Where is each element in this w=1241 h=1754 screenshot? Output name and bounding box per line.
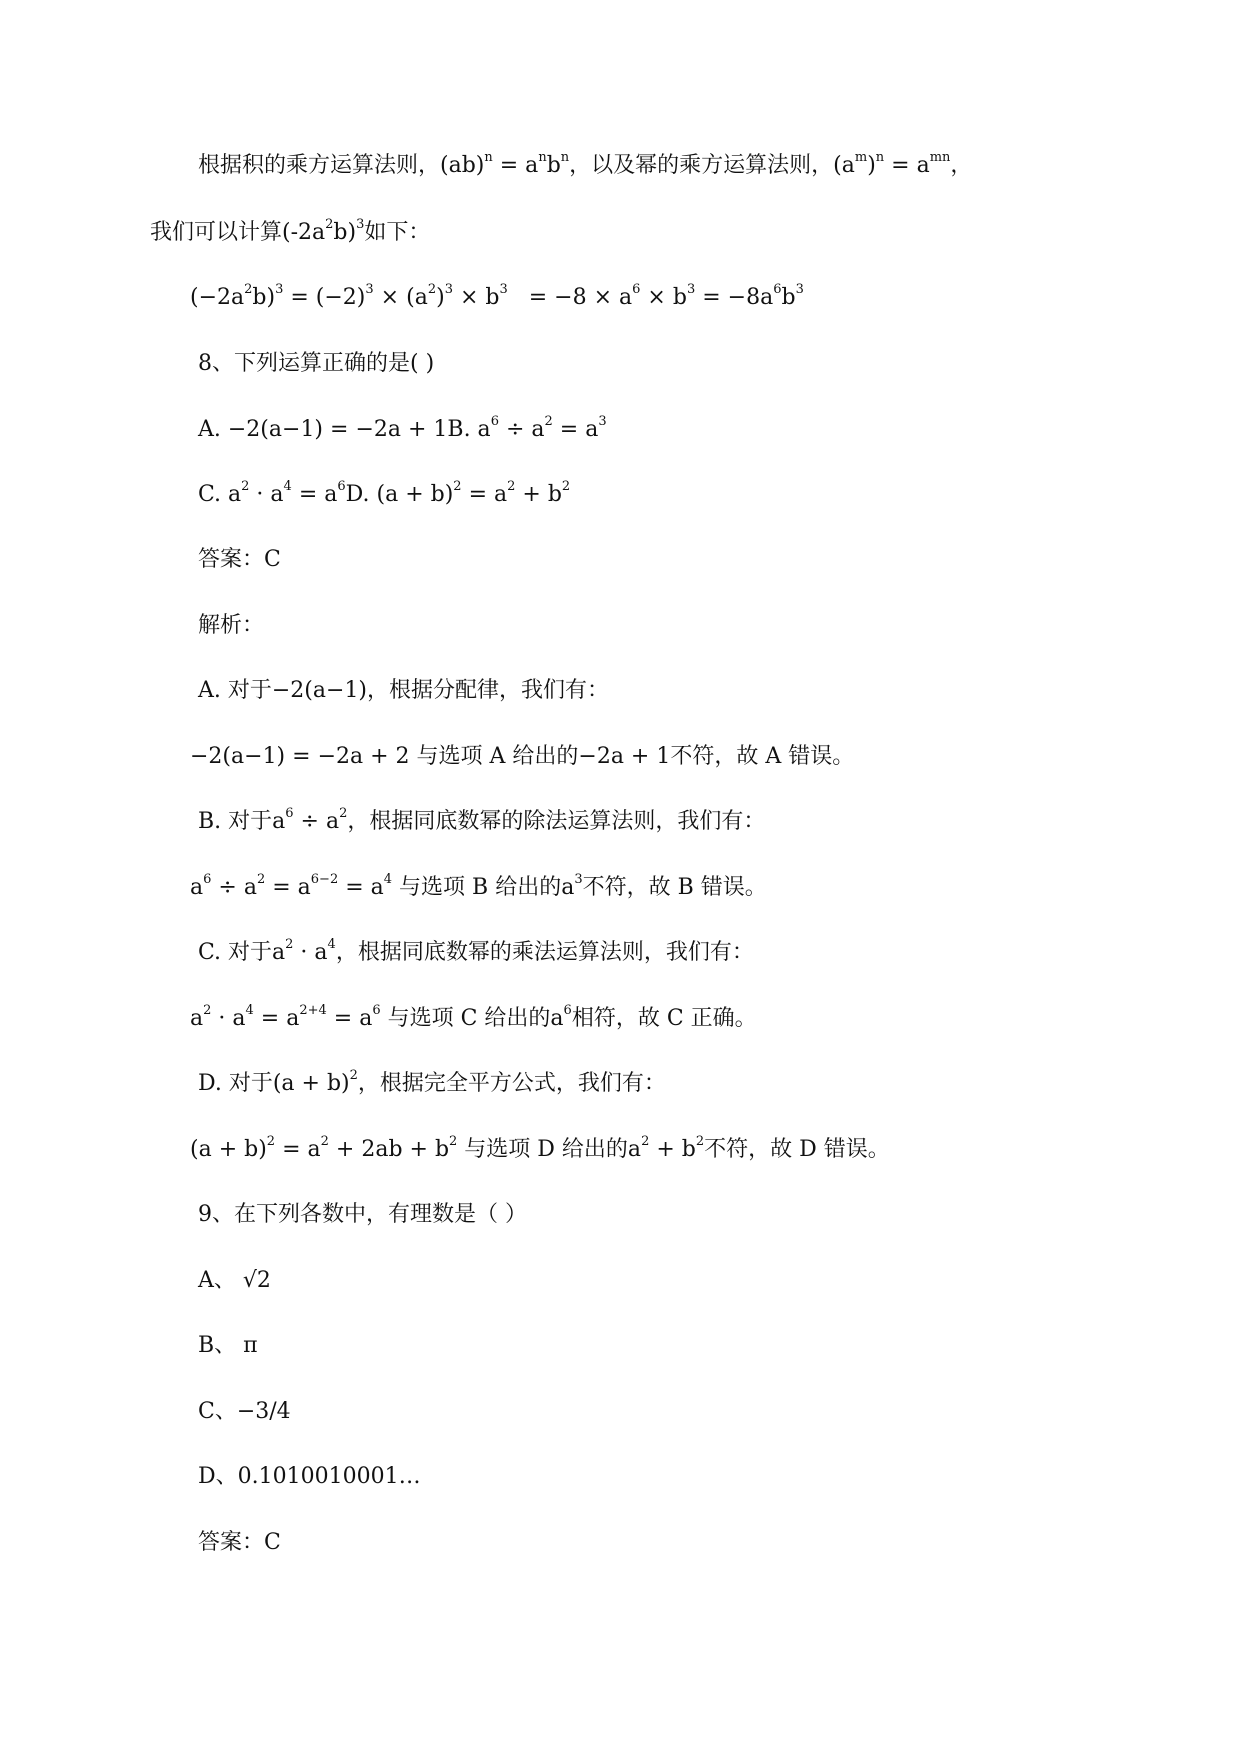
intro-text: ，以及幂的乘方运算法则， [569, 153, 834, 178]
exponent: 6 [203, 871, 212, 887]
analysis-a-calc: −2(a−1) = −2a + 2 与选项 A 给出的−2a + 1不符，故 A 错误。 [190, 744, 855, 769]
q8-analysis-title: 解析： [198, 613, 265, 638]
formula: (a [833, 153, 855, 178]
formula: ÷ a [498, 417, 545, 442]
analysis-text: 与选项 D 给出的a [457, 1137, 642, 1162]
exponent: 3 [356, 216, 365, 232]
exponent: 2 [641, 1133, 650, 1149]
exponent: 2+4 [299, 1002, 327, 1018]
q9-answer: 答案：C [198, 1530, 281, 1555]
formula: × b [640, 285, 687, 310]
formula: = a [253, 1006, 300, 1031]
formula: a [190, 875, 204, 900]
analysis-text: 不符，故 D 错误。 [704, 1137, 890, 1162]
exponent: 2 [203, 1002, 212, 1018]
formula: = a [552, 417, 599, 442]
exponent: 3 [365, 281, 374, 297]
formula: = −8a [695, 285, 774, 310]
q8-option-d: D. (a + b) [345, 482, 454, 507]
formula: b [546, 153, 561, 178]
q9-stem: 9、在下列各数中，有理数是（ ） [198, 1202, 527, 1227]
analysis-c-head [198, 937, 754, 969]
formula: · a [293, 940, 328, 965]
intro-text: 根据积的乘方运算法则， [198, 153, 441, 178]
formula: (ab) [440, 153, 485, 178]
formula: = a [338, 875, 384, 900]
analysis-d-head [198, 1068, 666, 1100]
analysis-text: 与选项 C 给出的a [380, 1006, 564, 1031]
exponent: 2 [695, 1133, 705, 1149]
formula: = (−2) [283, 285, 366, 310]
exponent: 2 [449, 1133, 458, 1149]
exponent: 2 [427, 281, 437, 297]
exponent: 4 [383, 871, 393, 887]
exponent: 2 [561, 478, 571, 494]
formula: = −8 × a [521, 285, 633, 310]
formula: a [190, 1006, 204, 1031]
q9-option-c: C、−3/4 [198, 1399, 291, 1424]
exponent: 2 [256, 871, 266, 887]
formula: = a [492, 153, 539, 178]
analysis-b-head [198, 806, 765, 838]
exponent: 3 [275, 281, 284, 297]
exponent: 4 [245, 1002, 254, 1018]
exponent: n [875, 149, 885, 165]
exponent: 3 [444, 281, 453, 297]
analysis-text: 相符，故 C 正确。 [571, 1006, 757, 1031]
q9-option-b: B、 π [198, 1333, 258, 1358]
intro-text: ， [950, 153, 973, 178]
exponent: 2 [244, 281, 253, 297]
q9-option-d: D、0.1010010001… [198, 1464, 421, 1489]
q9-option-a: A、 √2 [198, 1268, 271, 1293]
analysis-text: ，根据完全平方公式，我们有： [357, 1071, 666, 1096]
intro-text: 如下： [364, 220, 431, 245]
analysis-text: 不符，故 B 错误。 [582, 875, 767, 900]
analysis-text: ，根据同底数幂的除法运算法则，我们有： [347, 809, 766, 834]
exponent: mn [929, 149, 951, 165]
formula: ÷ a [211, 875, 257, 900]
formula: + b [515, 482, 562, 507]
exponent: n [484, 149, 493, 165]
formula: = a [275, 1137, 321, 1162]
analysis-c-calc [190, 1003, 757, 1035]
analysis-text: B. 对于a [198, 809, 286, 834]
exponent: 2 [507, 478, 516, 494]
exponent: 2 [320, 1133, 329, 1149]
exponent: 6 [337, 478, 346, 494]
exponent: 3 [598, 413, 607, 429]
q8-stem: 8、下列运算正确的是( ) [198, 351, 435, 376]
intro-text: b) [333, 220, 357, 245]
exponent: 4 [327, 936, 336, 952]
q8-options-cd [198, 479, 570, 511]
exponent: 2 [339, 805, 348, 821]
exponent: 6 [285, 805, 294, 821]
formula: × (a [373, 285, 428, 310]
q8-option-a: A. −2(a−1) = −2a + 1 [198, 417, 448, 442]
exponent: 2 [349, 1067, 358, 1083]
exponent: 6−2 [310, 871, 339, 887]
intro-line-1 [198, 150, 972, 182]
formula: ) [436, 285, 445, 310]
formula: = a [884, 153, 930, 178]
formula: = a [461, 482, 508, 507]
formula: + 2ab + b [328, 1137, 450, 1162]
analysis-d-calc [190, 1134, 890, 1166]
exponent: 2 [544, 413, 553, 429]
exponent: 6 [490, 413, 499, 429]
analysis-text: 与选项 B 给出的a [392, 875, 575, 900]
formula: (a + b) [190, 1137, 267, 1162]
formula: b) [252, 285, 276, 310]
exponent: 2 [325, 216, 334, 232]
analysis-text: ，根据同底数幂的乘法运算法则，我们有： [335, 940, 754, 965]
exponent: 6 [632, 281, 641, 297]
analysis-text: D. 对于(a + b) [198, 1071, 350, 1096]
q8-option-c: C. a [198, 482, 242, 507]
exponent: n [560, 149, 570, 165]
analysis-a-head: A. 对于−2(a−1)，根据分配律，我们有： [198, 678, 610, 703]
exponent: 2 [266, 1133, 276, 1149]
q8-answer: 答案：C [198, 547, 281, 572]
formula: = a [291, 482, 338, 507]
formula: · a [211, 1006, 246, 1031]
exponent: 3 [686, 281, 696, 297]
analysis-text: C. 对于a [198, 940, 286, 965]
intro-line-2 [150, 217, 430, 249]
formula: ÷ a [293, 809, 340, 834]
exponent: 6 [563, 1002, 572, 1018]
exponent: 2 [241, 478, 250, 494]
exponent: 3 [574, 871, 583, 887]
q8-options-ab [198, 414, 607, 446]
formula: · a [249, 482, 284, 507]
formula: b [781, 285, 796, 310]
exponent: 3 [795, 281, 804, 297]
formula: = a [265, 875, 311, 900]
formula: + b [649, 1137, 696, 1162]
exponent: m [854, 149, 868, 165]
intro-text: 我们可以计算(-2a [150, 220, 326, 245]
formula: (−2a [190, 285, 245, 310]
exponent: 3 [499, 281, 508, 297]
analysis-b-calc [190, 872, 767, 904]
exponent: 6 [372, 1002, 381, 1018]
exponent: 2 [453, 478, 462, 494]
q8-option-b: B. a [447, 417, 491, 442]
formula: = a [326, 1006, 373, 1031]
exponent: 4 [283, 478, 292, 494]
calculation-line [190, 282, 804, 314]
formula: ) [867, 153, 876, 178]
formula: × b [452, 285, 500, 310]
exponent: 6 [773, 281, 782, 297]
exponent: n [538, 149, 547, 165]
exponent: 2 [285, 936, 294, 952]
